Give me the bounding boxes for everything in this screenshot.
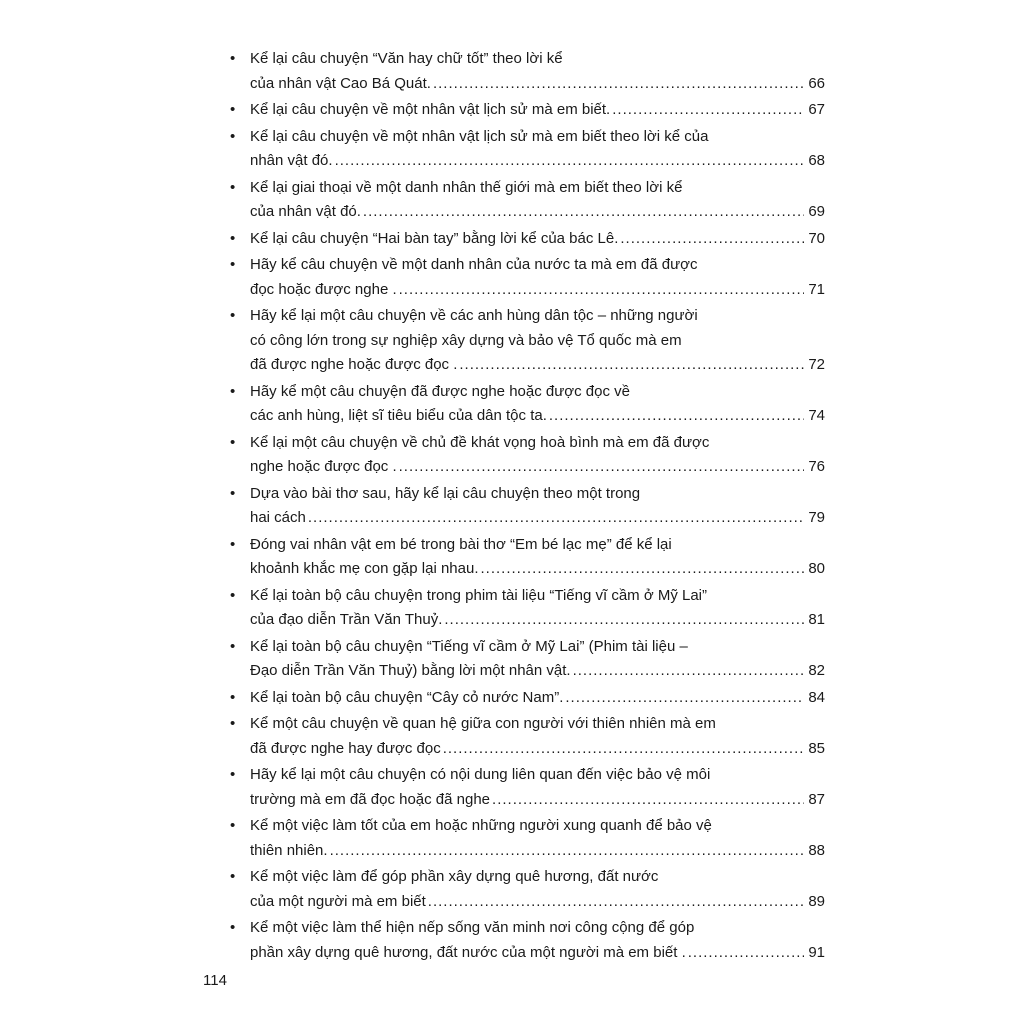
bullet-icon: • <box>230 586 236 604</box>
toc-page-number: 66 <box>808 74 825 92</box>
toc-entry-line: Hãy kể một câu chuyện đã được nghe hoặc được đọc về <box>250 382 630 400</box>
toc-entry-last-line <box>250 149 825 174</box>
page-number: 114 <box>203 972 227 989</box>
toc-entry-line: nghe hoặc được đọc . <box>250 458 397 475</box>
toc-entry-line: trường mà em đã đọc hoặc đã nghe <box>250 790 491 808</box>
dot-leader <box>492 788 804 813</box>
toc-entry <box>230 712 825 761</box>
dot-leader <box>433 72 804 97</box>
toc-entry-line: phần xây dựng quê hương, đất nước của một người mà em biết . <box>250 943 686 961</box>
toc-entry-line: nhân vật đó. <box>250 152 333 169</box>
toc-entry-last-line <box>250 98 825 123</box>
toc-entry-last-line <box>250 839 825 864</box>
toc-page-number: 68 <box>808 152 825 169</box>
toc-page-number: 72 <box>808 356 825 373</box>
toc-entry-last-line <box>250 404 825 429</box>
toc-entry <box>230 47 825 96</box>
toc-entry-line: Kể lại câu chuyện “Hai bàn tay” bằng lời kể của bác Lê. <box>250 229 619 247</box>
toc-entry-line: Kể lại câu chuyện “Văn hay chữ tốt” theo lời kể <box>250 50 563 67</box>
toc-page-number: 74 <box>808 407 825 424</box>
toc-entry <box>230 380 825 429</box>
dot-leader <box>573 659 804 684</box>
table-of-contents <box>230 47 825 967</box>
toc-entry-line: thiên nhiên. <box>250 841 328 859</box>
toc-page-number: 69 <box>808 203 825 220</box>
toc-entry-last-line <box>250 941 825 966</box>
dot-leader <box>330 839 804 864</box>
toc-entry-last-line <box>250 659 825 684</box>
toc-entry <box>230 482 825 531</box>
toc-entry-last-line <box>250 455 825 480</box>
toc-entry-last-line <box>250 72 825 97</box>
toc-page-number: 88 <box>808 841 825 859</box>
dot-leader <box>443 737 804 762</box>
bullet-icon: • <box>230 868 236 885</box>
toc-entry-last-line <box>250 200 825 225</box>
toc-page-number: 79 <box>808 509 825 526</box>
dot-leader <box>363 200 804 225</box>
toc-entry-line: đã được nghe hay được đọc <box>250 739 441 757</box>
toc-entry-line: Kể lại toàn bộ câu chuyện “Tiếng vĩ cầm ở Mỹ Lai” (Phim tài liệu – <box>250 637 688 655</box>
bullet-icon: • <box>230 229 236 247</box>
toc-entry <box>230 814 825 863</box>
toc-entry-line: Dựa vào bài thơ sau, hãy kể lại câu chuyện theo một trong <box>250 484 641 502</box>
bullet-icon: • <box>230 50 236 67</box>
toc-entry-last-line <box>250 353 825 378</box>
toc-entry <box>230 176 825 225</box>
bullet-icon: • <box>230 637 236 655</box>
dot-leader <box>399 455 804 480</box>
toc-entry-line: của một người mà em biết <box>250 892 426 910</box>
toc-page-number: 89 <box>808 892 825 910</box>
toc-page-number: 70 <box>808 229 825 247</box>
dot-leader <box>459 353 804 378</box>
dot-leader <box>481 557 805 582</box>
dot-leader <box>428 890 804 915</box>
dot-leader <box>688 941 804 966</box>
toc-page-number: 82 <box>808 662 825 679</box>
bullet-icon: • <box>230 256 236 273</box>
toc-page-number: 67 <box>808 101 825 118</box>
toc-entry-last-line <box>250 278 825 303</box>
toc-entry <box>230 865 825 914</box>
toc-entry-line: Kể một việc làm tốt của em hoặc những người xung quanh để bảo vệ <box>250 817 712 834</box>
toc-entry <box>230 98 825 123</box>
toc-entry-line: Kể một việc làm thể hiện nếp sống văn minh nơi công cộng để góp <box>250 919 695 936</box>
dot-leader <box>399 278 804 303</box>
toc-entry-line: đọc hoặc được nghe . <box>250 280 397 298</box>
toc-entry <box>230 763 825 812</box>
toc-page-number: 71 <box>808 280 825 298</box>
toc-entry-line: Kể một câu chuyện về quan hệ giữa con người với thiên nhiên mà em <box>250 715 716 732</box>
toc-entry-line: Hãy kể lại một câu chuyện có nội dung liên quan đến việc bảo vệ môi <box>250 766 711 783</box>
toc-entry-line: Kể lại toàn bộ câu chuyện trong phim tài liệu “Tiếng vĩ cầm ở Mỹ Lai” <box>250 586 708 604</box>
toc-page-number: 81 <box>808 611 825 628</box>
bullet-icon: • <box>230 307 236 324</box>
toc-entry-line: Hãy kể lại một câu chuyện về các anh hùng dân tộc – những người <box>250 307 698 324</box>
toc-entry-line: Đạo diễn Trần Văn Thuỷ) bằng lời một nhân vật. <box>250 662 571 679</box>
toc-page-number: 91 <box>808 943 825 961</box>
toc-entry-line: đã được nghe hoặc được đọc . <box>250 356 458 373</box>
bullet-icon: • <box>230 817 236 834</box>
bullet-icon: • <box>230 715 236 732</box>
toc-entry <box>230 125 825 174</box>
bullet-icon: • <box>230 484 236 502</box>
toc-entry-line: Kể lại câu chuyện về một nhân vật lịch sử mà em biết theo lời kể của <box>250 127 709 145</box>
bullet-icon: • <box>230 766 236 783</box>
toc-entry-last-line <box>250 506 825 531</box>
dot-leader <box>565 686 804 711</box>
toc-entry <box>230 533 825 582</box>
bullet-icon: • <box>230 433 236 451</box>
bullet-icon: • <box>230 535 236 553</box>
toc-entry-line: Kể một việc làm để góp phần xây dựng quê hương, đất nước <box>250 868 659 885</box>
toc-entry-line: có công lớn trong sự nghiệp xây dựng và bảo vệ Tổ quốc mà em <box>250 331 682 349</box>
toc-page-number: 84 <box>808 688 825 706</box>
toc-entry-last-line <box>250 686 825 711</box>
toc-entry-line: Hãy kể câu chuyện về một danh nhân của nước ta mà em đã được <box>250 256 698 273</box>
toc-entry <box>230 431 825 480</box>
toc-entry-line: của nhân vật đó. <box>250 203 361 220</box>
toc-entry <box>230 304 825 378</box>
bullet-icon: • <box>230 101 236 118</box>
toc-entry-last-line <box>250 788 825 813</box>
dot-leader <box>620 227 804 252</box>
toc-entry-last-line <box>250 608 825 633</box>
toc-entry <box>230 253 825 302</box>
toc-page-number: 76 <box>808 458 825 475</box>
toc-page-number: 80 <box>808 560 825 577</box>
dot-leader <box>308 506 804 531</box>
toc-entry <box>230 686 825 711</box>
toc-entry <box>230 635 825 684</box>
toc-entry-line: Kể lại câu chuyện về một nhân vật lịch sử mà em biết. <box>250 101 611 118</box>
bullet-icon: • <box>230 382 236 400</box>
toc-entry-line: của đạo diễn Trần Văn Thuỷ. <box>250 611 443 628</box>
toc-entry-last-line <box>250 737 825 762</box>
toc-entry-line: Kể lại toàn bộ câu chuyện “Cây cỏ nước Nam”. <box>250 688 564 706</box>
toc-entry-line: Đóng vai nhân vật em bé trong bài thơ “Em bé lạc mẹ” để kể lại <box>250 535 672 553</box>
toc-entry-last-line <box>250 557 825 582</box>
toc-page-number: 87 <box>808 790 825 808</box>
toc-entry-line: Kể lại một câu chuyện về chủ đề khát vọng hoà bình mà em đã được <box>250 433 710 451</box>
bullet-icon: • <box>230 127 236 145</box>
dot-leader <box>612 98 804 123</box>
bullet-icon: • <box>230 178 236 196</box>
toc-entry-line: khoảnh khắc mẹ con gặp lại nhau. <box>250 560 479 577</box>
toc-entry <box>230 916 825 965</box>
toc-entry-line: Kể lại giai thoại về một danh nhân thế giới mà em biết theo lời kể <box>250 178 683 196</box>
toc-entry-last-line <box>250 227 825 252</box>
bullet-icon: • <box>230 688 236 706</box>
dot-leader <box>549 404 804 429</box>
toc-entry-line: hai cách <box>250 509 306 526</box>
toc-entry <box>230 584 825 633</box>
bullet-icon: • <box>230 919 236 936</box>
toc-entry-line: các anh hùng, liệt sĩ tiêu biểu của dân tộc ta. <box>250 407 547 424</box>
toc-entry-line: của nhân vật Cao Bá Quát. <box>250 74 431 92</box>
toc-entry <box>230 227 825 252</box>
dot-leader <box>444 608 804 633</box>
toc-page-number: 85 <box>808 739 825 757</box>
dot-leader <box>335 149 804 174</box>
toc-entry-last-line <box>250 890 825 915</box>
